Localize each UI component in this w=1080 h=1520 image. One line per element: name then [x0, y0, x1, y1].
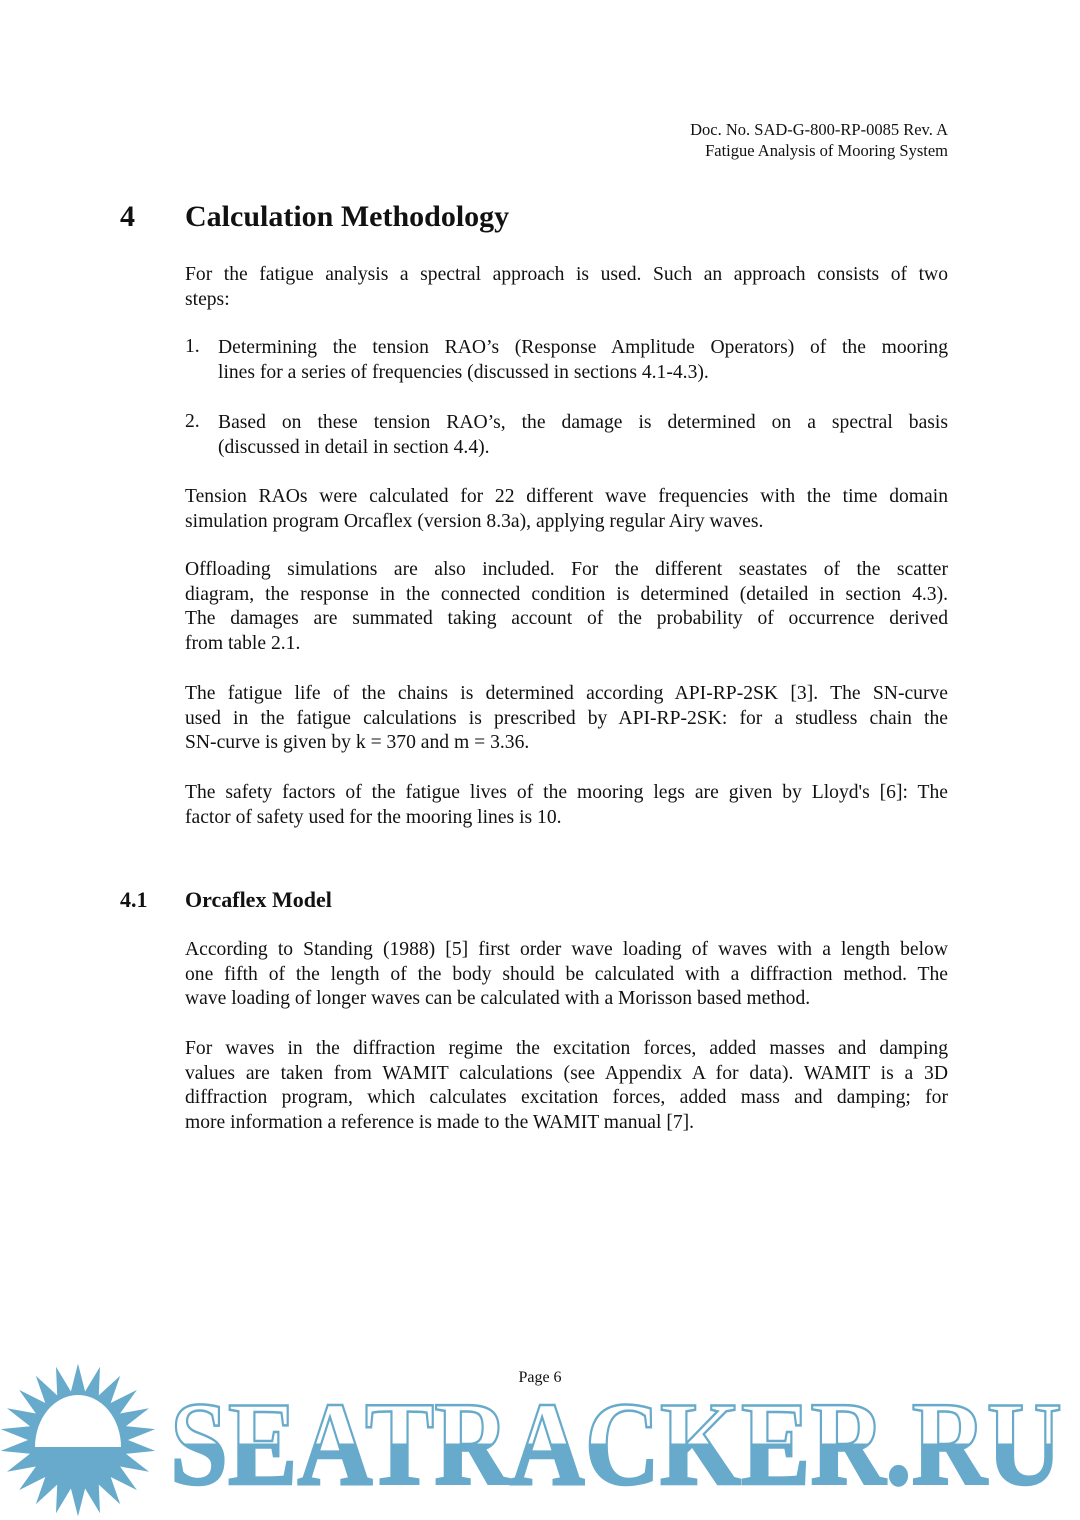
- text-line: lines for a series of frequencies (discussed in sections 4.1-4.3).: [218, 361, 709, 383]
- section-number: 4: [120, 200, 135, 233]
- text-line: SN-curve is given by k = 370 and m = 3.36.: [185, 732, 530, 754]
- text-line: The safety factors of the fatigue lives of the mooring legs are given by Lloyd's [6]: The: [185, 782, 948, 803]
- paragraph: [185, 1037, 948, 1135]
- text-line: Offloading simulations are also included. For the different seastates of the scatter: [185, 559, 948, 580]
- text-line: The damages are summated taking account of the probability of occurrence derived: [185, 608, 948, 630]
- text-line: more information a reference is made to the WAMIT manual [7].: [185, 1111, 695, 1133]
- text-line: steps:: [185, 288, 230, 310]
- text-line: used in the fatigue calculations is prescribed by API-RP-2SK: for a studless chain the: [185, 707, 948, 729]
- doc-number: Doc. No. SAD-G-800-RP-0085 Rev. A: [690, 120, 948, 139]
- text-line: simulation program Orcaflex (version 8.3a), applying regular Airy waves.: [185, 510, 764, 532]
- text-line: diagram, the response in the connected condition is determined (detailed in section 4.3).: [185, 583, 948, 605]
- text-line: one fifth of the length of the body should be calculated with a diffraction method. The: [185, 963, 948, 985]
- paragraph: [185, 938, 948, 1012]
- text-line: Tension RAOs were calculated for 22 different wave frequencies with the time domain: [185, 486, 948, 507]
- list-item: [218, 336, 948, 385]
- paragraph: [185, 485, 948, 534]
- text-line: Determining the tension RAO’s (Response Amplitude Operators) of the mooring: [218, 337, 948, 358]
- text-line: diffraction program, which calculates excitation forces, added mass and damping; for: [185, 1087, 948, 1109]
- text-line: (discussed in detail in section 4.4).: [218, 436, 490, 458]
- text-line: For the fatigue analysis a spectral approach is used. Such an approach consists of two: [185, 264, 948, 285]
- text-line: The fatigue life of the chains is determined according API-RP-2SK [3]. The SN-curve: [185, 683, 948, 704]
- text-line: wave loading of longer waves can be calculated with a Morisson based method.: [185, 988, 811, 1010]
- text-line: factor of safety used for the mooring lines is 10.: [185, 806, 562, 828]
- subsection-title: Orcaflex Model: [185, 887, 332, 912]
- paragraph: [185, 682, 948, 756]
- text-line: For waves in the diffraction regime the excitation forces, added masses and damping: [185, 1038, 948, 1059]
- list-item: [218, 411, 948, 460]
- list-marker: 1.: [185, 336, 200, 357]
- watermark-text: SEATRACKER.RU: [170, 1377, 1062, 1510]
- paragraph: [185, 781, 948, 830]
- text-line: Based on these tension RAO’s, the damage is determined on a spectral basis: [218, 412, 948, 433]
- section-title: Calculation Methodology: [185, 200, 510, 233]
- text-line: from table 2.1.: [185, 632, 301, 654]
- subsection-number: 4.1: [120, 887, 148, 912]
- page-number: Page 6: [518, 1369, 562, 1386]
- paragraph: [185, 558, 948, 656]
- doc-subtitle: Fatigue Analysis of Mooring System: [705, 141, 948, 160]
- paragraph: [185, 263, 948, 312]
- list-marker: 2.: [185, 411, 200, 432]
- document-header: [690, 119, 948, 161]
- text-line: values are taken from WAMIT calculations (see Appendix A for data). WAMIT is a 3D: [185, 1062, 948, 1084]
- text-line: According to Standing (1988) [5] first order wave loading of waves with a length below: [185, 939, 948, 960]
